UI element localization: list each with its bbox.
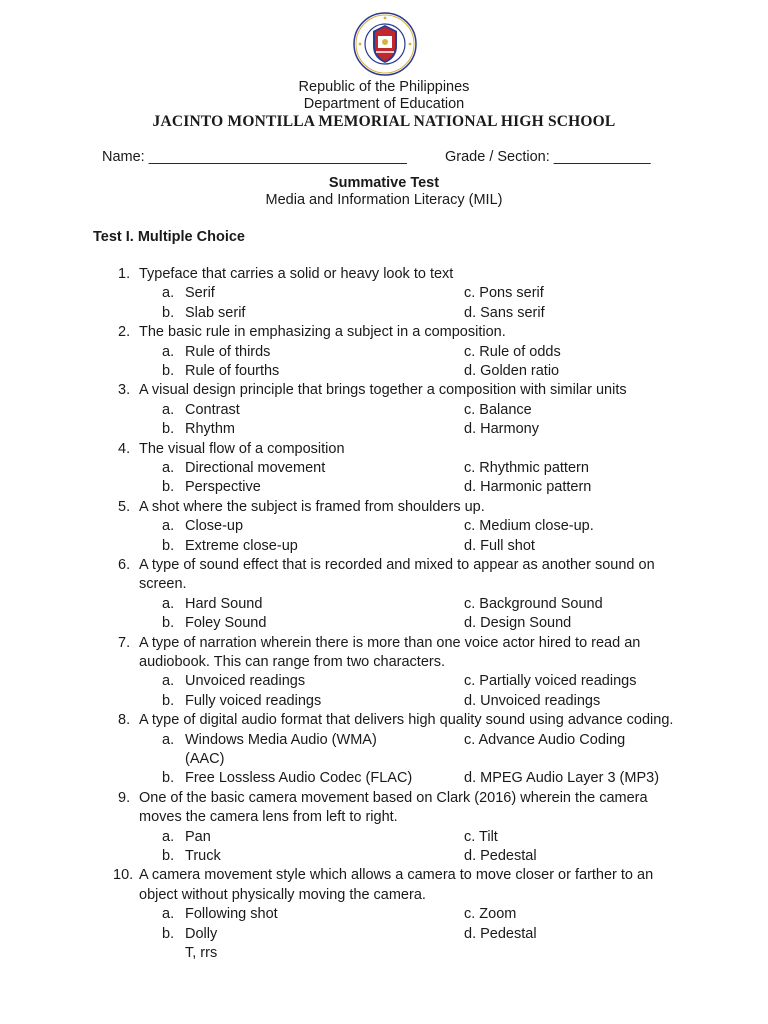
option-b[interactable]: b. Extreme close-up [162, 537, 298, 554]
option-a[interactable]: a. Hard Sound [162, 595, 263, 612]
grade-section-field[interactable]: Grade / Section: ____________ [445, 149, 651, 165]
question-stem: A visual design principle that brings together a composition with similar units [139, 382, 627, 399]
question-8 [0, 711, 768, 789]
question-3 [0, 381, 768, 439]
question-9 [0, 789, 768, 867]
question-stem: Typeface that carries a solid or heavy look to text [139, 266, 454, 282]
question-2 [0, 323, 768, 381]
option-a[interactable]: a. Serif [162, 285, 215, 302]
option-b[interactable]: b. Dolly [162, 925, 218, 942]
department-line: Department of Education [303, 96, 465, 112]
question-4 [0, 440, 768, 498]
question-stem: A camera movement style which allows a camera to move closer or farther to an object without physically moving the camera. [139, 867, 654, 903]
option-d[interactable]: d. Harmonic pattern [464, 479, 592, 496]
question-number: 8. [118, 712, 131, 729]
option-b[interactable]: b. Truck [162, 847, 221, 864]
option-c[interactable]: c. Pons serif [464, 285, 544, 302]
option-c[interactable]: c. Balance [464, 401, 532, 418]
subject-line: Media and Information Literacy (MIL) [265, 192, 503, 208]
question-5 [0, 498, 768, 556]
option-c[interactable]: c. Medium close-up. [464, 518, 594, 535]
option-a[interactable]: a. Windows Media Audio (WMA) (AAC) [162, 731, 377, 767]
option-d[interactable]: d. Harmony [464, 421, 539, 438]
question-10 [0, 866, 768, 944]
option-d[interactable]: d. MPEG Audio Layer 3 (MP3) [464, 770, 660, 787]
option-c[interactable]: c. Advance Audio Coding [464, 731, 626, 748]
question-7 [0, 634, 768, 712]
school-name: JACINTO MONTILLA MEMORIAL NATIONAL HIGH SCHOOL [152, 113, 616, 130]
deped-seal-logo [353, 12, 417, 76]
test-title: Summative Test [328, 175, 440, 191]
option-b[interactable]: b. Rule of fourths [162, 362, 280, 379]
question-stem: The visual flow of a composition [139, 440, 345, 457]
option-c[interactable]: c. Tilt [464, 828, 498, 845]
name-field[interactable]: Name: ________________________________ [102, 149, 407, 165]
option-a[interactable]: a. Pan [162, 828, 211, 845]
option-a[interactable]: a. Unvoiced readings [162, 673, 306, 690]
question-number: 1. [118, 266, 131, 282]
trailing-text: T, rrs [185, 944, 218, 961]
option-d[interactable]: d. Pedestal [464, 847, 537, 864]
option-b[interactable]: b. Slab serif [162, 304, 246, 321]
question-stem: One of the basic camera movement based on Clark (2016) wherein the camera moves the camera lens from left to right. [139, 789, 648, 826]
question-number: 5. [118, 498, 131, 515]
option-a[interactable]: a. Following shot [162, 906, 278, 923]
question-6 [0, 556, 768, 634]
option-d[interactable]: d. Unvoiced readings [464, 692, 601, 709]
question-stem: A type of sound effect that is recorded and mixed to appear as another sound on screen. [139, 556, 655, 593]
option-b[interactable]: b. Free Lossless Audio Codec (FLAC) [162, 770, 413, 787]
question-stem: A shot where the subject is framed from shoulders up. [139, 498, 485, 515]
option-b[interactable]: b. Foley Sound [162, 615, 267, 632]
option-d[interactable]: d. Full shot [464, 537, 535, 554]
option-a[interactable]: a. Directional movement [162, 459, 326, 476]
question-stem: A type of narration wherein there is more than one voice actor hired to read an audiobook. This can range from two characters. [139, 634, 641, 670]
option-c[interactable]: c. Zoom [464, 906, 517, 923]
option-d[interactable]: d. Golden ratio [464, 362, 560, 379]
question-number: 2. [118, 324, 131, 341]
question-stem: A type of digital audio format that delivers high quality sound using advance coding. [139, 712, 674, 729]
question-1 [0, 265, 768, 323]
question-stem: The basic rule in emphasizing a subject in a composition. [139, 324, 506, 341]
test-heading: Test I. Multiple Choice [93, 229, 245, 245]
question-number: 6. [118, 556, 131, 573]
option-d[interactable]: d. Sans serif [464, 304, 545, 321]
option-c[interactable]: c. Partially voiced readings [464, 673, 637, 690]
option-b[interactable]: b. Fully voiced readings [162, 692, 322, 709]
option-b[interactable]: b. Rhythm [162, 421, 235, 438]
republic-line: Republic of the Philippines [298, 79, 470, 95]
option-c[interactable]: c. Background Sound [464, 595, 603, 612]
option-a[interactable]: a. Rule of thirds [162, 343, 271, 360]
question-number: 3. [118, 382, 131, 399]
question-number: 4. [118, 440, 131, 457]
question-number: 9. [118, 789, 131, 806]
option-c[interactable]: c. Rule of odds [464, 343, 561, 360]
option-a[interactable]: a. Close-up [162, 518, 244, 535]
option-d[interactable]: d. Design Sound [464, 615, 572, 632]
question-number: 7. [118, 634, 131, 651]
option-b[interactable]: b. Perspective [162, 479, 261, 496]
option-c[interactable]: c. Rhythmic pattern [464, 459, 589, 476]
question-list [0, 265, 768, 963]
option-d[interactable]: d. Pedestal [464, 925, 537, 942]
option-a[interactable]: a. Contrast [162, 401, 240, 418]
question-number: 10. [113, 867, 134, 884]
